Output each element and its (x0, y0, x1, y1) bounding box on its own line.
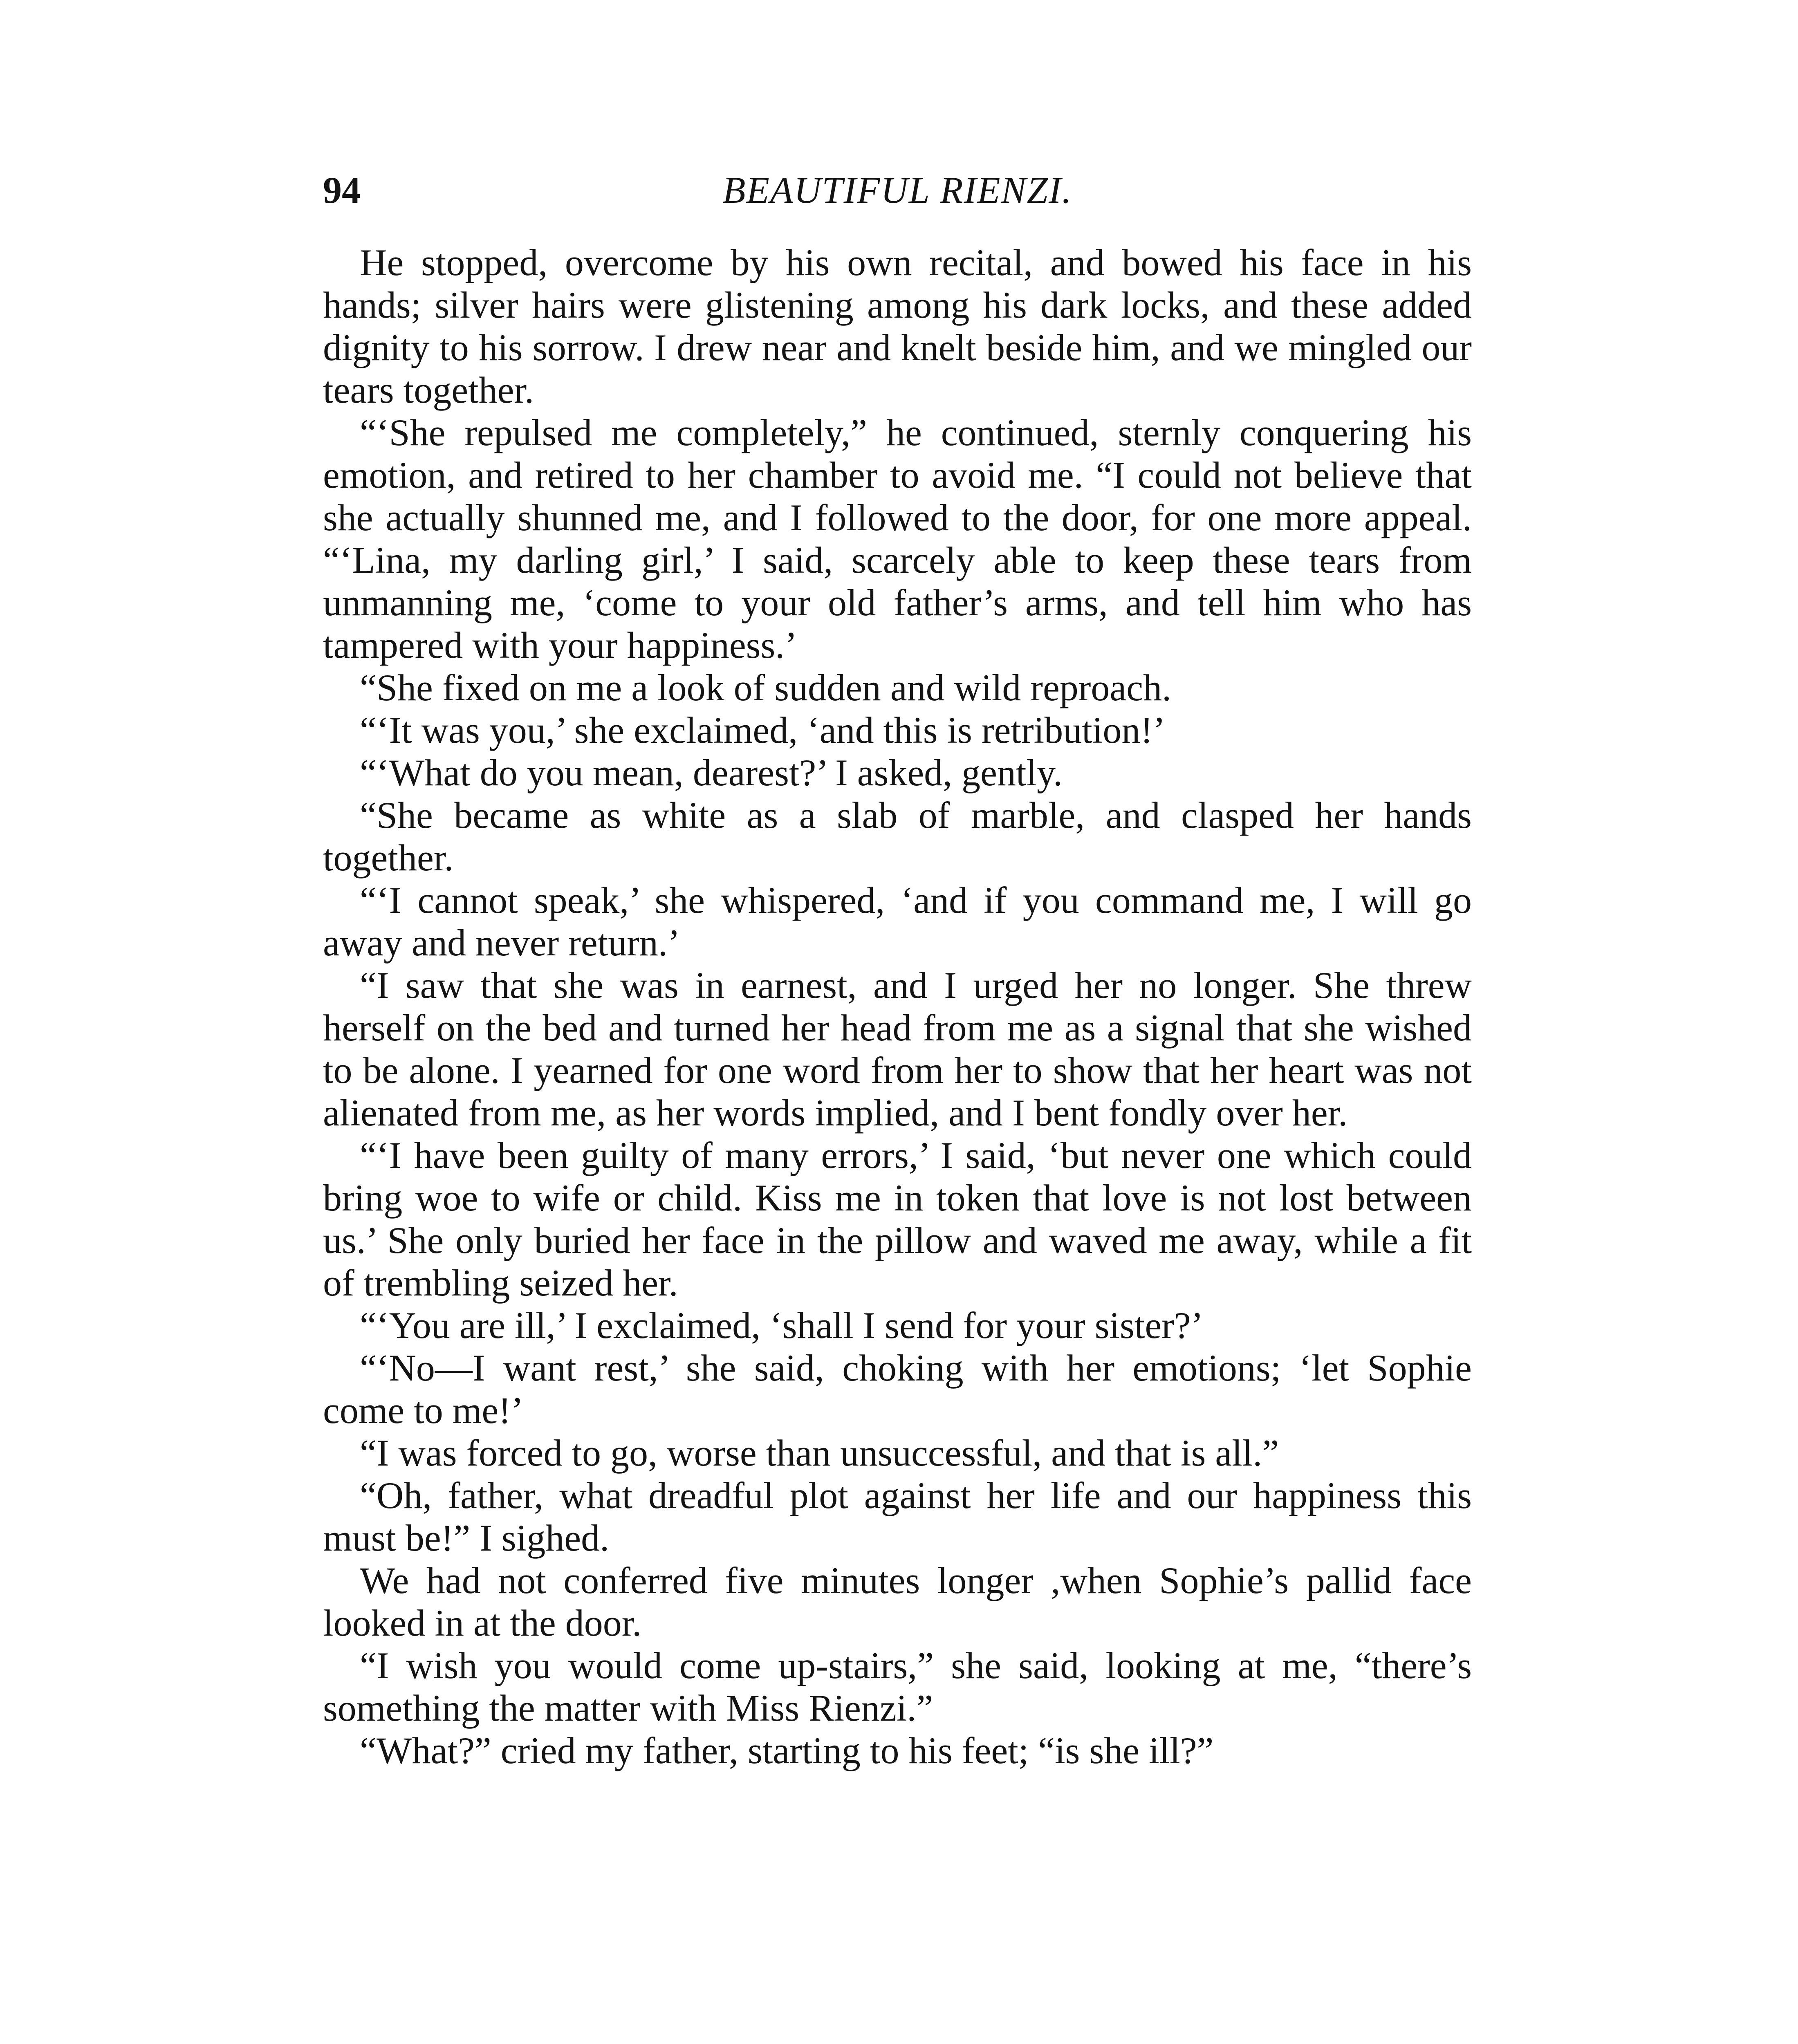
paragraph: “‘No—I want rest,’ she said, choking with her emotions; ‘let Sophie come to me!’ (323, 1347, 1472, 1431)
paragraph: “I wish you would come up-stairs,” she said, looking at me, “there’s something the matter with Miss Rienzi.” (323, 1645, 1472, 1729)
running-title: BEAUTIFUL RIENZI. (722, 169, 1072, 211)
paragraph: “‘I have been guilty of many errors,’ I said, ‘but never one which could bring woe to wife or child. Kiss me in token that love is not lost between us.’ She only buried her face in the pillow and waved me away, while a fit of trembling seized her. (323, 1134, 1472, 1304)
paragraph: “I was forced to go, worse than unsuccessful, and that is all.” (360, 1432, 1279, 1474)
paragraph: “‘What do you mean, dearest?’ I asked, gently. (360, 752, 1063, 793)
page-number: 94 (323, 169, 361, 211)
paragraph: “I saw that she was in earnest, and I urged her no longer. She threw herself on the bed and turned her head from me as a signal that she wished to be alone. I yearned for one word from her to show that her heart was not alienated from me, as her words implied, and I bent fondly over her. (323, 964, 1472, 1134)
paragraph: We had not conferred five minutes longer ,when Sophie’s pallid face looked in at the door. (323, 1560, 1472, 1644)
paragraph: “Oh, father, what dreadful plot against her life and our happiness this must be!” I sighed. (323, 1475, 1472, 1559)
paragraph: “She fixed on me a look of sudden and wild reproach. (360, 667, 1172, 708)
paragraph: “‘I cannot speak,’ she whispered, ‘and if you command me, I will go away and never return.’ (323, 879, 1472, 964)
paragraph: “She became as white as a slab of marble, and clasped her hands together. (323, 794, 1472, 879)
paragraph: “‘You are ill,’ I exclaimed, ‘shall I send for your sister?’ (360, 1304, 1204, 1346)
paragraph: He stopped, overcome by his own recital, and bowed his face in his hands; silver hairs were glistening among his dark locks, and these added dignity to his sorrow. I drew near and knelt beside him, and we mingled our tears together. (323, 242, 1472, 411)
body-text (323, 241, 1472, 1772)
paragraph: “What?” cried my father, starting to his feet; “is she ill?” (360, 1730, 1214, 1771)
paragraph: “‘She repulsed me completely,” he continued, sternly conquering his emotion, and retired to her chamber to avoid me. “I could not believe that she actually shunned me, and I followed to the door, for one more appeal. “‘Lina, my darling girl,’ I said, scarcely able to keep these tears from unmanning me, ‘come to your old father’s arms, and tell him who has tampered with your happiness.’ (323, 412, 1472, 666)
paragraph: “‘It was you,’ she exclaimed, ‘and this is retribution!’ (360, 709, 1166, 751)
running-header (323, 166, 1472, 215)
